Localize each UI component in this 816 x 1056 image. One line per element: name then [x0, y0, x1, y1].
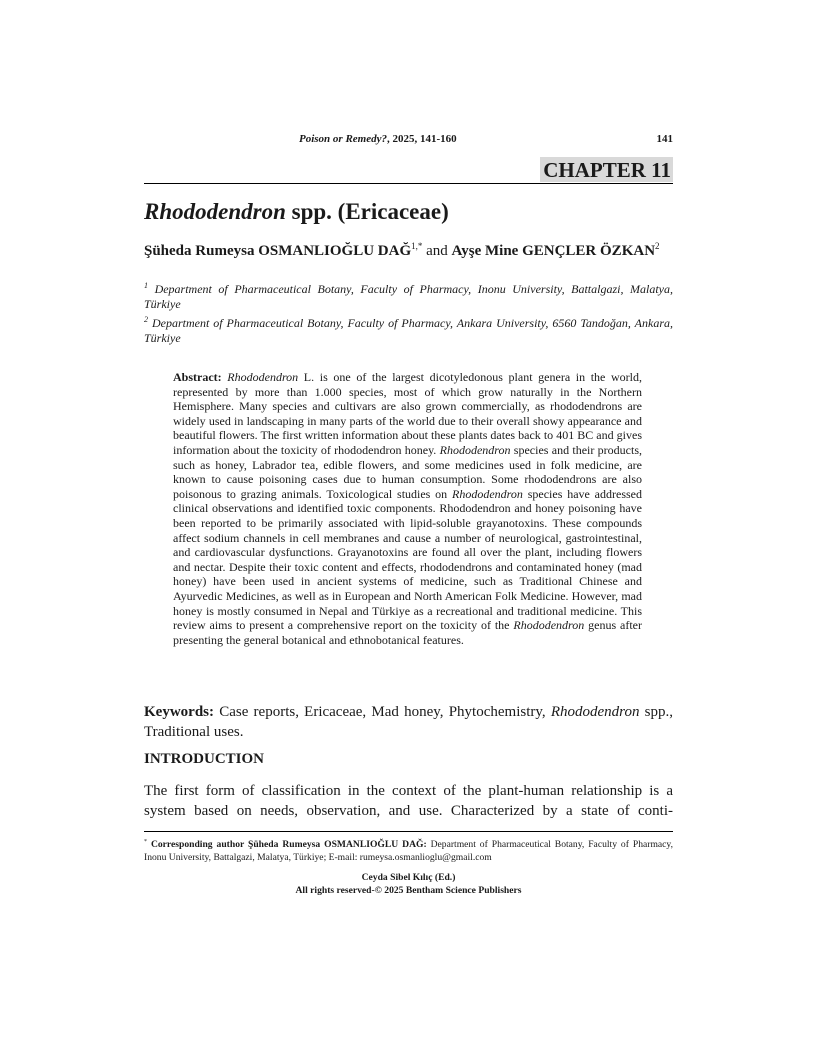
- chapter-label: CHAPTER 11: [540, 157, 673, 182]
- footnote-rule: [144, 831, 673, 832]
- running-head: [144, 133, 673, 149]
- affiliation-2: $^2$ Department of Pharmaceutical Botany, Faculty of Pharmacy, Ankara University, 6560 Tandoğan, Ankara, Türkiye: [144, 315, 673, 345]
- abstract: Abstract: Rhododendron L. is one of the largest dicotyledonous plant genera in the world, represented by more than 1.000 species, most of which grow naturally in the Northern Hemisphere. Many species and cultivars are also grown commercially, as rhododendrons are widely used in landscaping in many parts of the world due to their overall showy appearance and beautiful flowers. The first written information about these plants dates back to 401 BC and gives information about the toxicity of rhododendron honey. Rhododendron species and their products, such as honey, Labrador tea, edible flowers, and some medicines used in folk medicine, are known to cause poisoning cases due to human consumption. Some rhododendrons are also poisonous to grazing animals. Toxicological studies on Rhododendron species have addressed clinical observations and identified toxic components. Rhododendron and honey poisoning have been reported to be primarily associated with lipid-soluble grayanotoxins. These compounds affect sodium channels in cell membranes and cause a number of neurological, gastrointestinal, and cardiovascular dysfunctions. Grayanotoxins are found all over the plant, including flowers and nectar. Despite their toxic content and effects, rhododendrons and contaminated honey (mad honey) have been used in ancient systems of medicine, such as Traditional Chinese and Ayurvedic Medicines, as well as in European and North American Folk Medicine. However, mad honey is mostly consumed in Nepal and Türkiye as a recreational and traditional medicine. This review aims to present a comprehensive report on the toxicity of the Rhododendron genus after presenting the general botanical and ethnobotanical features.: [173, 370, 642, 647]
- author-1: Şüheda Rumeysa OSMANLIOĞLU DAĞ: [144, 243, 412, 259]
- introduction-text: The first form of classification in the context of the plant-human relationship is a system based on needs, observation, and use. Characterized by a state of conti-: [144, 783, 673, 819]
- chapter-title: Rhododendron spp. (Ericaceae): [144, 199, 449, 224]
- editor-line: Ceyda Sibel Kılıç (Ed.): [361, 872, 456, 883]
- publisher-imprint: [144, 872, 673, 897]
- page-number: 141: [656, 133, 673, 145]
- affiliation-1: $^1$ Department of Pharmaceutical Botany, Faculty of Pharmacy, Inonu University, Battalgazi, Malatya, Türkiye: [144, 281, 674, 311]
- corresponding-author-footnote: * Corresponding author Şüheda Rumeysa OSMANLIOĞLU DAĞ: Department of Pharmaceutical Botany, Faculty of Pharmacy, Inonu University, Battalgazi, Malatya, Türkiye; E-mail: rumeysa.osmanlioglu@gmail.com: [144, 839, 673, 863]
- keywords: Keywords: Case reports, Ericaceae, Mad honey, Phytochemistry, Rhododendron spp., Traditional uses.: [144, 704, 673, 740]
- author-list: Şüheda Rumeysa OSMANLIOĞLU $DAĞ^{1,*}$ and Ayşe Mine GENÇLER ÖZKAN$^2$: [144, 241, 660, 259]
- header-rule: [144, 183, 673, 184]
- author-2: Ayşe Mine GENÇLER ÖZKAN: [451, 243, 656, 259]
- journal-citation: Poison or Remedy?, 2025, 141-160: [299, 133, 457, 145]
- introduction-heading: INTRODUCTION: [144, 751, 265, 767]
- rights-line: All rights reserved-© 2025 Bentham Science Publishers: [295, 884, 522, 896]
